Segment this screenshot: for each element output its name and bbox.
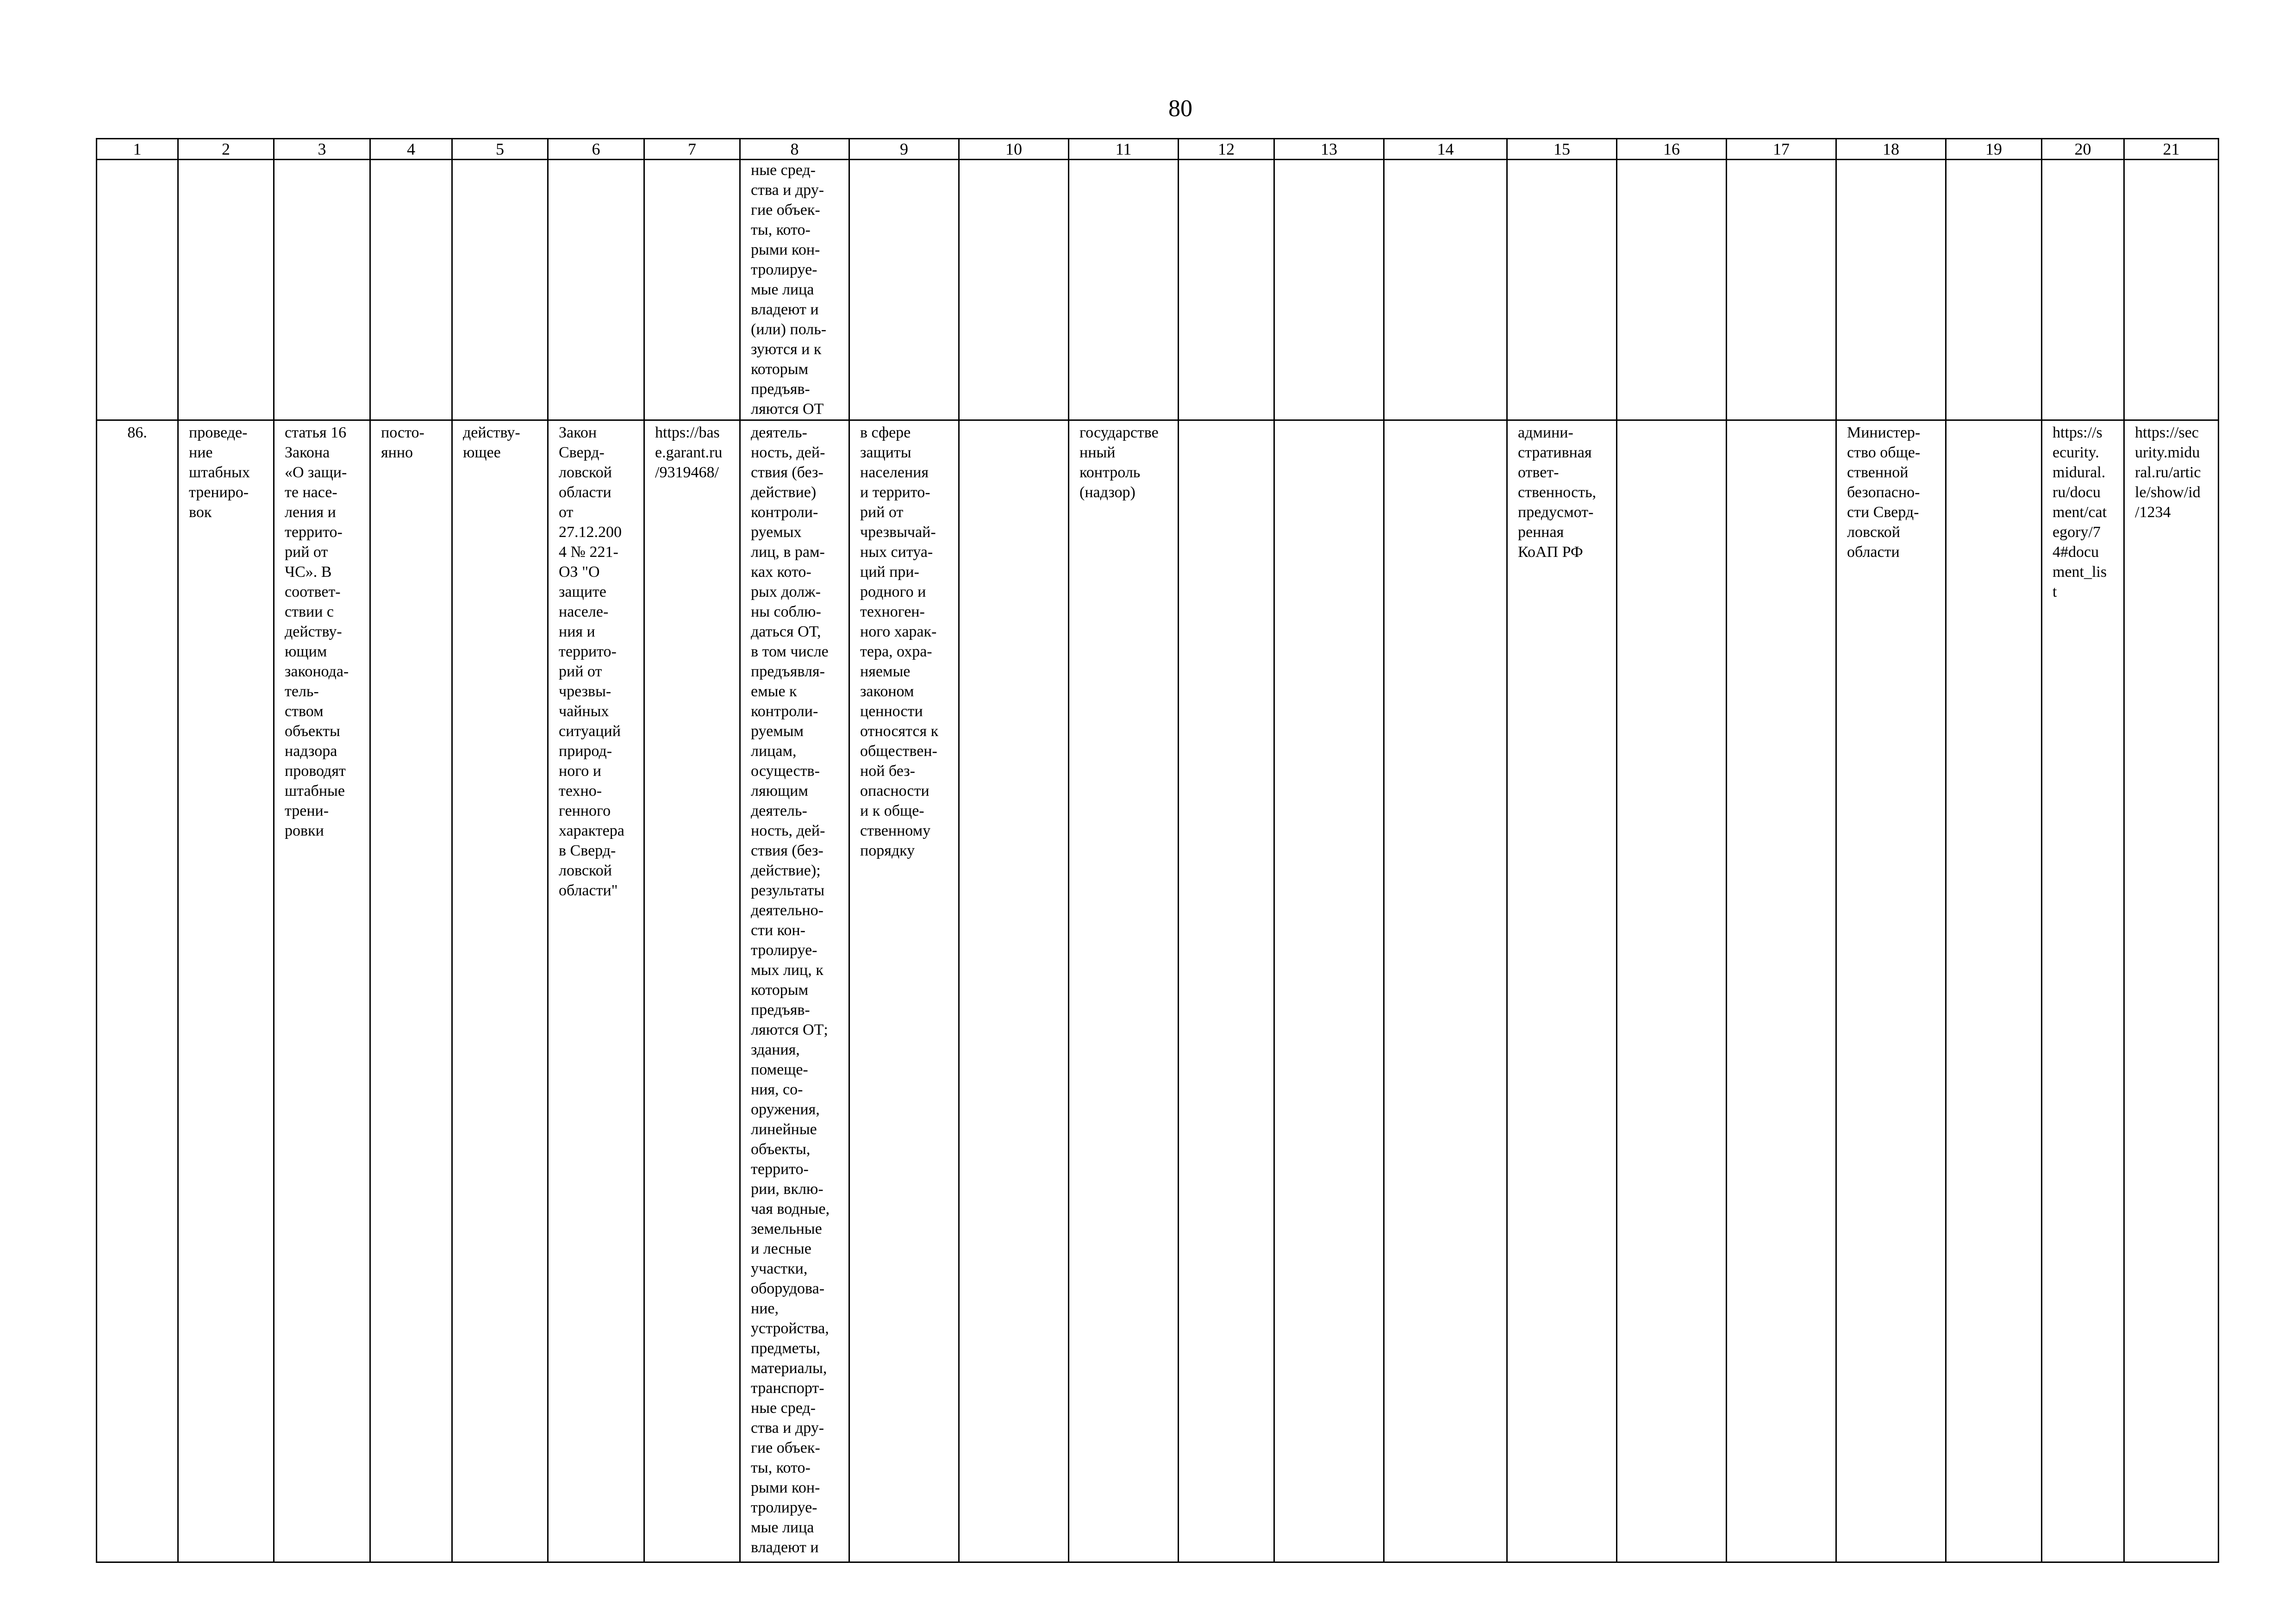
table-cell [1274,160,1384,420]
table-cell [849,160,959,420]
column-number: 15 [1507,139,1617,160]
table-cell [548,160,644,420]
table-cell [178,160,274,420]
table-cell [1069,160,1179,420]
liability-cell: админи- стративная ответ- ственность, предусмот- ренная КоАП РФ [1507,420,1617,1562]
table-cell [1946,160,2042,420]
authority-cell: Министер- ство обще- ственной безопасно- сти Сверд- ловской области [1836,420,1946,1562]
control-objects-cell: ные сред- ства и дру- гие объек- ты, кото- рыми кон- тролируе- мые лица владеют и (или) поль- зуются и к которым предъяв- ляются ОТ [740,160,849,420]
table-cell [644,160,740,420]
table-cell [2042,160,2124,420]
table-cell [1384,420,1507,1562]
requirement-cell: проведе- ние штабных трениро- вок [178,420,274,1562]
column-number: 2 [178,139,274,160]
column-number: 4 [370,139,452,160]
column-number: 19 [1946,139,2042,160]
column-number: 11 [1069,139,1179,160]
table-cell [1384,160,1507,420]
column-number: 18 [1836,139,1946,160]
article-link[interactable]: https://sec urity.midu ral.ru/artic le/show/id /1234 [2124,420,2219,1562]
garant-link[interactable]: https://bas e.garant.ru /9319468/ [644,420,740,1562]
table-row [97,420,2219,1562]
column-number: 12 [1179,139,1274,160]
column-number: 9 [849,139,959,160]
table-cell [1836,160,1946,420]
table-cell [1179,420,1274,1562]
table-cell [2124,160,2219,420]
column-number: 13 [1274,139,1384,160]
column-number: 3 [274,139,370,160]
status-cell: действу- ющее [452,420,548,1562]
column-number: 8 [740,139,849,160]
table-cell [1617,160,1727,420]
legal-basis-cell: статья 16 Закона «О защи- те насе- ления и террито- рий от ЧС». В соответ- ствии с действу- ющим законода- тель- ством объекты надзора проводят штабные трени- ровки [274,420,370,1562]
table-cell [959,160,1069,420]
column-number: 14 [1384,139,1507,160]
table-cell [452,160,548,420]
column-number: 10 [959,139,1069,160]
regulation-cell: Закон Сверд- ловской области от 27.12.200 4 № 221- ОЗ "О защите населе- ния и террито- рий от чрезвы- чайных ситуаций природ- ного и техно- генного характера в Сверд- ловской области" [548,420,644,1562]
table-cell [274,160,370,420]
register-table [96,138,2219,1563]
scope-cell: в сфере защиты населения и террито- рий от чрезвычай- ных ситуа- ций при- родного и техноген- ного харак- тера, охра- няемые законом ценности относятся к обществен- ной без- опасности и к обще- ственному порядку [849,420,959,1562]
table-cell [1179,160,1274,420]
column-number: 20 [2042,139,2124,160]
table-cell [1507,160,1617,420]
table-cell [1946,420,2042,1562]
table-cell [97,160,178,420]
column-number: 7 [644,139,740,160]
column-number-row [97,139,2219,160]
column-number: 16 [1617,139,1727,160]
column-number: 17 [1727,139,1836,160]
table-cell [370,160,452,420]
column-number: 5 [452,139,548,160]
column-number: 6 [548,139,644,160]
control-type-cell: государстве нный контроль (надзор) [1069,420,1179,1562]
document-list-link[interactable]: https://s ecurity. midural. ru/docu ment/cat egory/7 4#docu ment_lis t [2042,420,2124,1562]
periodicity-cell: посто- янно [370,420,452,1562]
continuation-row [97,160,2219,420]
table-cell [1274,420,1384,1562]
table-cell [1727,420,1836,1562]
column-number: 1 [97,139,178,160]
row-number: 86. [97,420,178,1562]
control-objects-cell: деятель- ность, дей- ствия (без- действие) контроли- руемых лиц, в рам- ках кото- рых долж- ны соблю- даться ОТ, в том числе предъявля- емые к контроли- руемым лицам, осуществ- ляющим деятель- ность, дей- ствия (без- действие); результаты деятельно- сти кон- тролируе- мых лиц, к которым предъяв- ляются ОТ; здания, помеще- ния, со- оружения, линейные объекты, террито- рии, вклю- чая водные, земельные и лесные участки, оборудова- ние, устройства, предметы, материалы, транспорт- ные сред- ства и дру- гие объек- ты, кото- рыми кон- тролируе- мые лица владеют и [740,420,849,1562]
table-cell [1727,160,1836,420]
table-cell [959,420,1069,1562]
table-cell [1617,420,1727,1562]
page-number: 80 [1168,95,1192,122]
column-number: 21 [2124,139,2219,160]
